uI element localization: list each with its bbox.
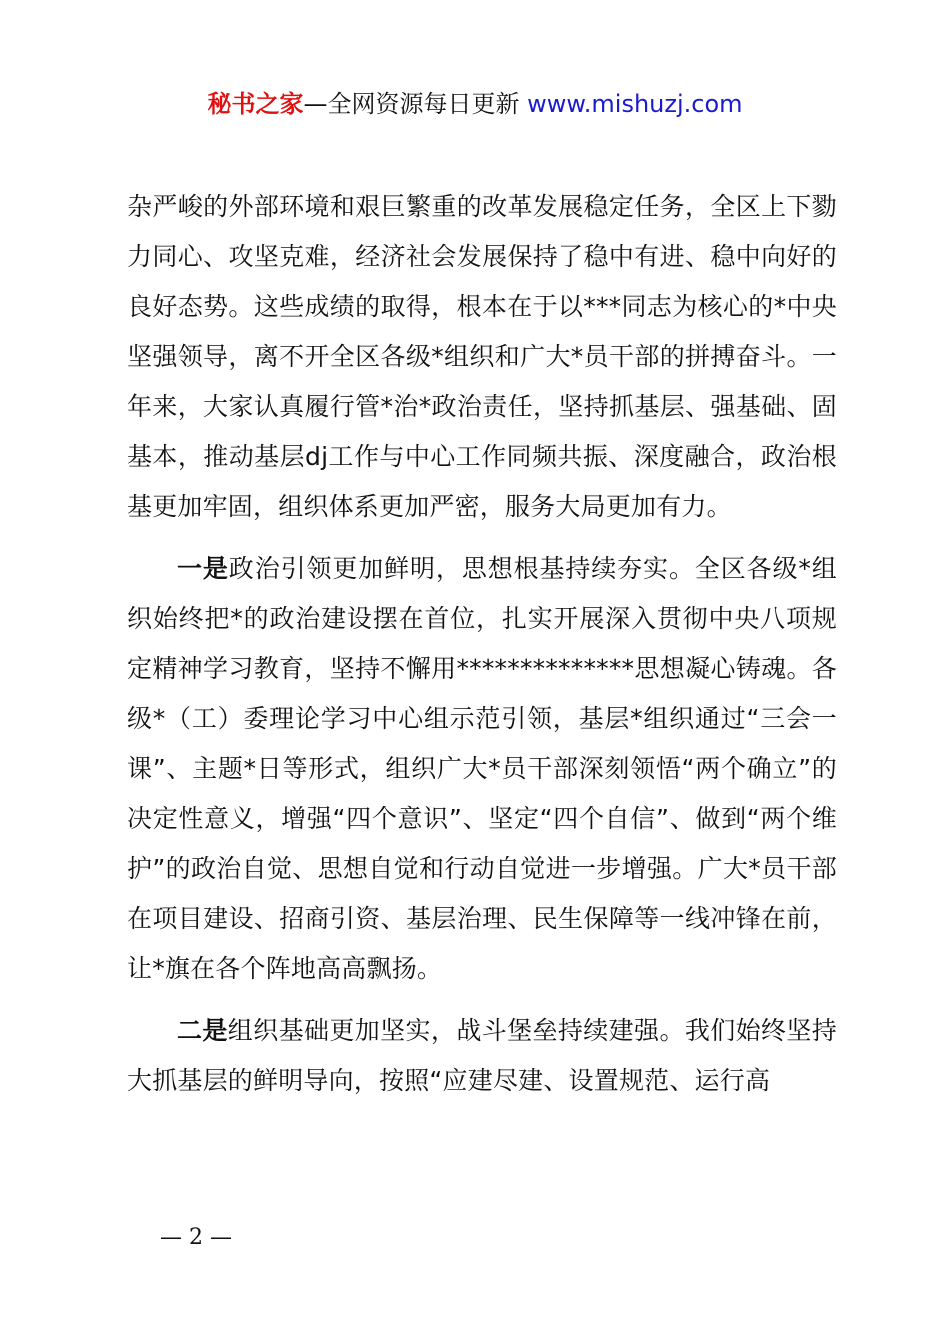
site-url-link[interactable]: www.mishuzj.com — [527, 90, 743, 118]
brand-name: 秘书之家 — [207, 90, 304, 118]
paragraph-two-body: 组织基础更加坚实，战斗堡垒持续建强。我们始终坚持大抓基层的鲜明导向，按照“应建尽建、设置规范、运行高 — [127, 1016, 837, 1095]
page-number: — 2 — — [160, 1225, 232, 1250]
paragraph-one-body: 政治引领更加鲜明，思想根基持续夯实。全区各级*组织始终把*的政治建设摆在首位，扎实开展深入贯彻中央八项规定精神学习教育，坚持不懈用**************思想凝心铸魂。各级*（工）委理论学习中心组示范引领，基层*组织通过“三会一课”、主题*日等形式，组织广大*员干部深刻领悟“两个确立”的决定性意义，增强“四个意识”、坚定“四个自信”、做到“两个维护”的政治自觉、思想自觉和行动自觉进一步增强。广大*员干部在项目建设、招商引资、基层治理、民生保障等一线冲锋在前，让*旗在各个阵地高高飘扬。 — [127, 554, 837, 983]
paragraph-one — [127, 544, 837, 994]
document-body — [127, 182, 837, 1106]
paragraph-one-lead: 一是 — [177, 554, 229, 583]
paragraph-two-lead: 二是 — [177, 1016, 228, 1045]
paragraph-two — [127, 1006, 837, 1106]
paragraph-continued: 杂严峻的外部环境和艰巨繁重的改革发展稳定任务，全区上下勠力同心、攻坚克难，经济社会发展保持了稳中有进、稳中向好的良好态势。这些成绩的取得，根本在于以***同志为核心的*中央坚强领导，离不开全区各级*组织和广大*员干部的拼搏奋斗。一年来，大家认真履行管*治*政治责任，坚持抓基层、强基础、固基本，推动基层dj工作与中心工作同频共振、深度融合，政治根基更加牢固，组织体系更加严密，服务大局更加有力。 — [127, 192, 837, 521]
site-header — [0, 86, 950, 122]
header-slogan: —全网资源每日更新 — [303, 90, 528, 118]
